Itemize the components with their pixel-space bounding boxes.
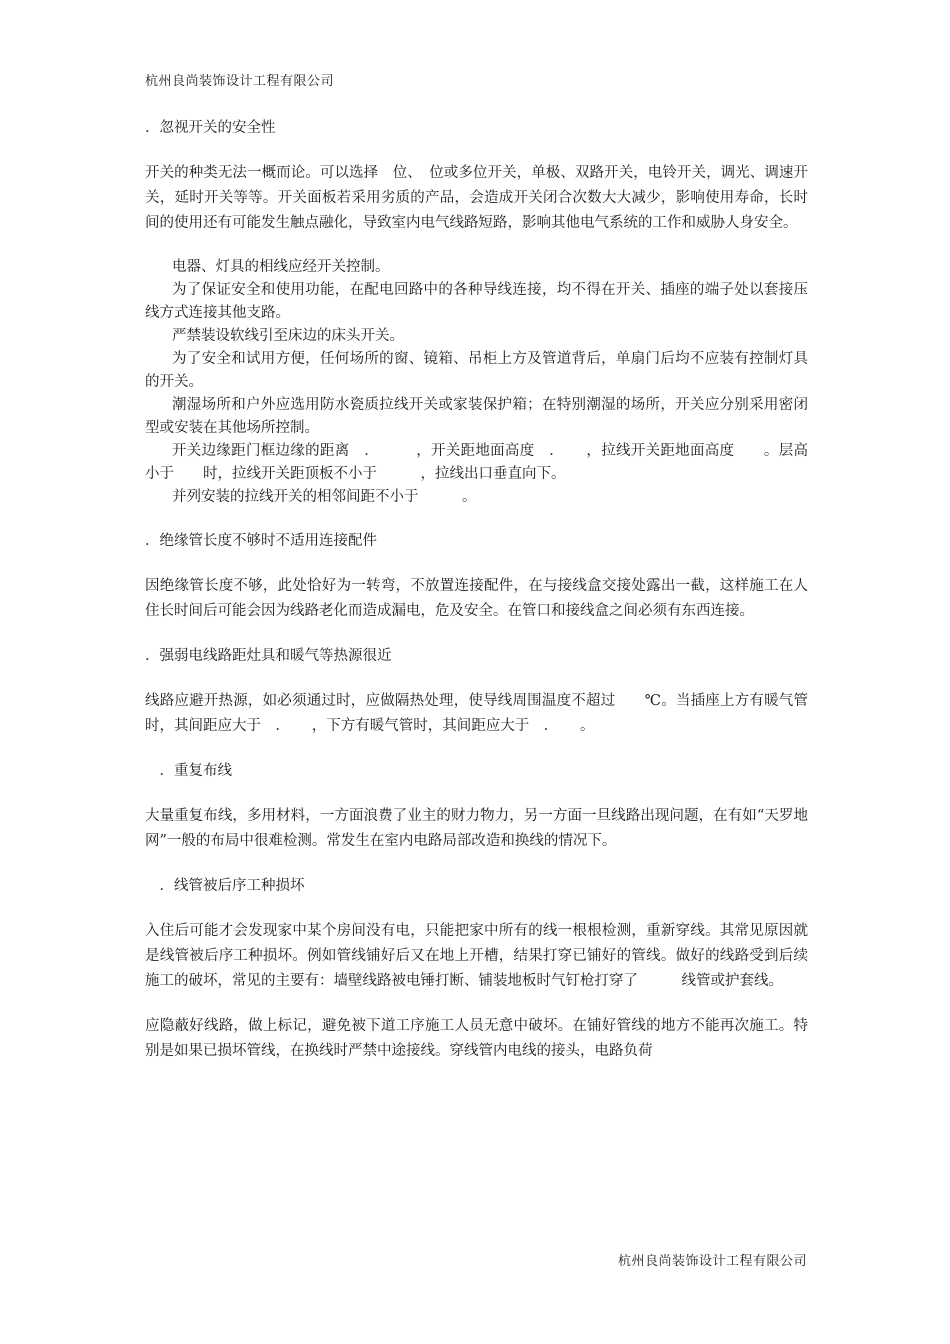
rule-item: 严禁装设软线引至床边的床头开关。: [172, 328, 404, 344]
rule-item: 为了保证安全和使用功能，在配电回路中的各种导线连接，均不得在开关、插座的端子处以套接压线方式连接其他支路。: [145, 282, 808, 321]
section-paragraph-insulation-tube: 因绝缘管长度不够，此处恰好为一转弯，不放置连接配件，在与接线盒交接处露出一截，这样施工在人住长时间后可能会因为线路老化而造成漏电，危及安全。在管口和接线盒之间必须有东西连接。: [145, 578, 808, 619]
section-paragraph-conduit-damage: 入住后可能才会发现家中某个房间没有电，只能把家中所有的线一根根检测，重新穿线。其常见原因就是线管被后序工种损坏。例如管线铺好后又在地上开槽，结果打穿已铺好的管线。做好的线路受到后续施工的破坏，常见的主要有：墙壁线路被电锤打断、铺装地板时气钉枪打穿了 线管或护套线。: [145, 923, 808, 989]
section-paragraph-conduit-protection: 应隐蔽好线路，做上标记，避免被下道工序施工人员无意中破坏。在铺好管线的地方不能再次施工。特别是如果已损坏管线，在换线时严禁中途接线。穿线管内电线的接头，电路负荷: [145, 1018, 808, 1059]
rule-item: 并列安装的拉线开关的相邻间距不小于 。: [172, 489, 477, 505]
switch-rules-list: [145, 256, 808, 509]
rule-item: 电器、灯具的相线应经开关控制。: [172, 259, 390, 275]
rule-item: 为了安全和试用方便，任何场所的窗、镜箱、吊柜上方及管道背后，单扇门后均不应装有控制灯具的开关。: [145, 351, 808, 390]
rule-item: 潮湿场所和户外应选用防水瓷质拉线开关或家装保护箱；在特别潮湿的场所，开关应分别采用密闭型或安装在其他场所控制。: [145, 397, 808, 436]
section-heading-insulation-tube: ．绝缘管长度不够时不适用连接配件: [145, 533, 377, 549]
page-footer-company: 杭州良尚装饰设计工程有限公司: [617, 1254, 807, 1269]
section-paragraph-duplicate-wiring: 大量重复布线，多用材料，一方面浪费了业主的财力物力，另一方面一旦线路出现问题，在有如“天罗地网”一般的布局中很难检测。常发生在室内电路局部改造和换线的情况下。: [145, 808, 808, 849]
section-heading-duplicate-wiring: ．重复布线: [145, 763, 232, 779]
document-body: [145, 116, 808, 1084]
rule-item: 开关边缘距门框边缘的距离 ． ，开关距地面高度 ． ，拉线开关距地面高度 。层高小于 时，拉线开关距顶板不小于 ，拉线出口垂直向下。: [145, 443, 808, 482]
section-paragraph-switch-types: 开关的种类无法一概而论。可以选择 位、 位或多位开关，单极、双路开关，电铃开关，调光、调速开关，延时开关等等。开关面板若采用劣质的产品，会造成开关闭合次数大大减少，影响使用寿命，长时间的使用还有可能发生触点融化，导致室内电气线路短路，影响其他电气系统的工作和威胁人身安全。: [145, 165, 808, 231]
section-heading-heat-source: ．强弱电线路距灶具和暖气等热源很近: [145, 648, 392, 664]
section-paragraph-heat-source: 线路应避开热源，如必须通过时，应做隔热处理，使导线周围温度不超过 ℃。当插座上方有暖气管时，其间距应大于 ． ，下方有暖气管时，其间距应大于 ． 。: [145, 693, 808, 734]
section-heading-conduit-damage: ．线管被后序工种损坏: [145, 878, 305, 894]
page-header-company: 杭州良尚装饰设计工程有限公司: [145, 74, 335, 89]
section-heading-switch-safety: ．忽视开关的安全性: [145, 120, 276, 136]
